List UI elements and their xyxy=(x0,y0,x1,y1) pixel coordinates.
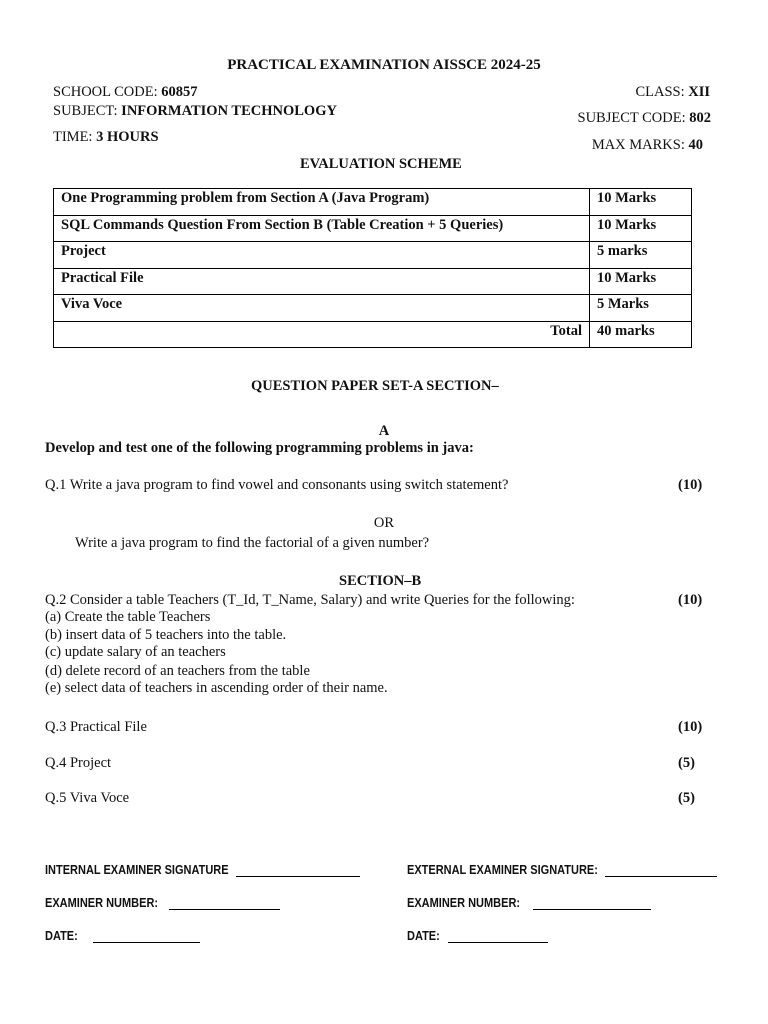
question-3: Q.3 Practical File xyxy=(45,719,147,735)
total-label: Total xyxy=(54,321,590,348)
class-label: CLASS: xyxy=(635,84,689,100)
internal-signature-line xyxy=(236,876,360,877)
time-value: 3 HOURS xyxy=(96,129,159,145)
question-3-marks: (10) xyxy=(678,719,703,735)
table-cell-item: Project xyxy=(54,242,590,269)
question-1: Q.1 Write a java program to find vowel and consonants using switch statement? xyxy=(45,477,509,493)
external-date-label: DATE: xyxy=(407,929,440,943)
question-1-marks: (10) xyxy=(678,477,703,493)
class-line xyxy=(635,84,710,101)
table-row xyxy=(54,189,692,216)
school-code-value: 60857 xyxy=(161,84,198,100)
external-date-line xyxy=(448,942,548,943)
question-2-part: (a) Create the table Teachers xyxy=(45,609,211,625)
exam-title: PRACTICAL EXAMINATION AISSCE 2024-25 xyxy=(227,57,541,73)
question-5-marks: (5) xyxy=(678,790,695,806)
question-4: Q.4 Project xyxy=(45,755,112,771)
time-line xyxy=(53,129,159,146)
question-2-part: (c) update salary of an teachers xyxy=(45,644,226,660)
internal-signature-label: INTERNAL EXAMINER SIGNATURE xyxy=(45,863,229,877)
subject-code-value: 802 xyxy=(689,110,711,126)
question-2-part: (d) delete record of an teachers from the table xyxy=(45,663,310,679)
class-value: XII xyxy=(688,84,710,100)
table-row xyxy=(54,268,692,295)
internal-date-line xyxy=(93,942,200,943)
or-separator: OR xyxy=(373,515,395,531)
section-a-letter: A xyxy=(378,423,390,439)
school-code-label: SCHOOL CODE: xyxy=(53,84,162,100)
section-b-heading: SECTION–B xyxy=(339,573,422,589)
table-row xyxy=(54,215,692,242)
internal-examiner-number-label: EXAMINER NUMBER: xyxy=(45,896,159,910)
table-cell-marks: 10 Marks xyxy=(590,189,692,216)
question-4-marks: (5) xyxy=(678,755,695,771)
subject-code-line xyxy=(578,110,711,127)
evaluation-heading: EVALUATION SCHEME xyxy=(300,156,462,172)
question-2-part: (b) insert data of 5 teachers into the table. xyxy=(45,627,287,643)
total-marks: 40 marks xyxy=(590,321,692,348)
table-total-row xyxy=(54,321,692,348)
table-cell-item: One Programming problem from Section A (Java Program) xyxy=(54,189,590,216)
table-cell-item: Practical File xyxy=(54,268,590,295)
evaluation-table xyxy=(53,188,692,348)
max-marks-label: MAX MARKS: xyxy=(591,137,689,153)
max-marks-line xyxy=(592,137,703,154)
question-2: Q.2 Consider a table Teachers (T_Id, T_Name, Salary) and write Queries for the following: xyxy=(45,592,575,608)
question-1-alternative: Write a java program to find the factorial of a given number? xyxy=(75,535,430,551)
external-examiner-number-line xyxy=(533,909,651,910)
external-signature-line xyxy=(605,876,717,877)
max-marks-value: 40 xyxy=(688,137,703,153)
subject-line xyxy=(53,103,337,120)
subject-value: INFORMATION TECHNOLOGY xyxy=(121,103,337,119)
section-a-instruction: Develop and test one of the following programming problems in java: xyxy=(45,440,474,456)
internal-examiner-number-line xyxy=(169,909,280,910)
time-label: TIME: xyxy=(53,129,97,145)
school-code-line xyxy=(53,84,197,101)
table-cell-item: Viva Voce xyxy=(54,295,590,322)
table-row xyxy=(54,295,692,322)
subject-code-label: SUBJECT CODE: xyxy=(577,110,690,126)
table-cell-marks: 10 Marks xyxy=(590,215,692,242)
subject-label: SUBJECT: xyxy=(53,103,122,119)
question-5: Q.5 Viva Voce xyxy=(45,790,130,806)
external-examiner-number-label: EXAMINER NUMBER: xyxy=(407,896,521,910)
internal-date-label: DATE: xyxy=(45,929,78,943)
table-cell-marks: 5 marks xyxy=(590,242,692,269)
table-cell-marks: 5 Marks xyxy=(590,295,692,322)
question-2-marks: (10) xyxy=(678,592,703,608)
table-cell-item: SQL Commands Question From Section B (Table Creation + 5 Queries) xyxy=(54,215,590,242)
table-row xyxy=(54,242,692,269)
table-cell-marks: 10 Marks xyxy=(590,268,692,295)
external-signature-label: EXTERNAL EXAMINER SIGNATURE: xyxy=(407,863,598,877)
set-heading: QUESTION PAPER SET-A SECTION– xyxy=(251,378,499,394)
question-2-part: (e) select data of teachers in ascending order of their name. xyxy=(45,680,388,696)
